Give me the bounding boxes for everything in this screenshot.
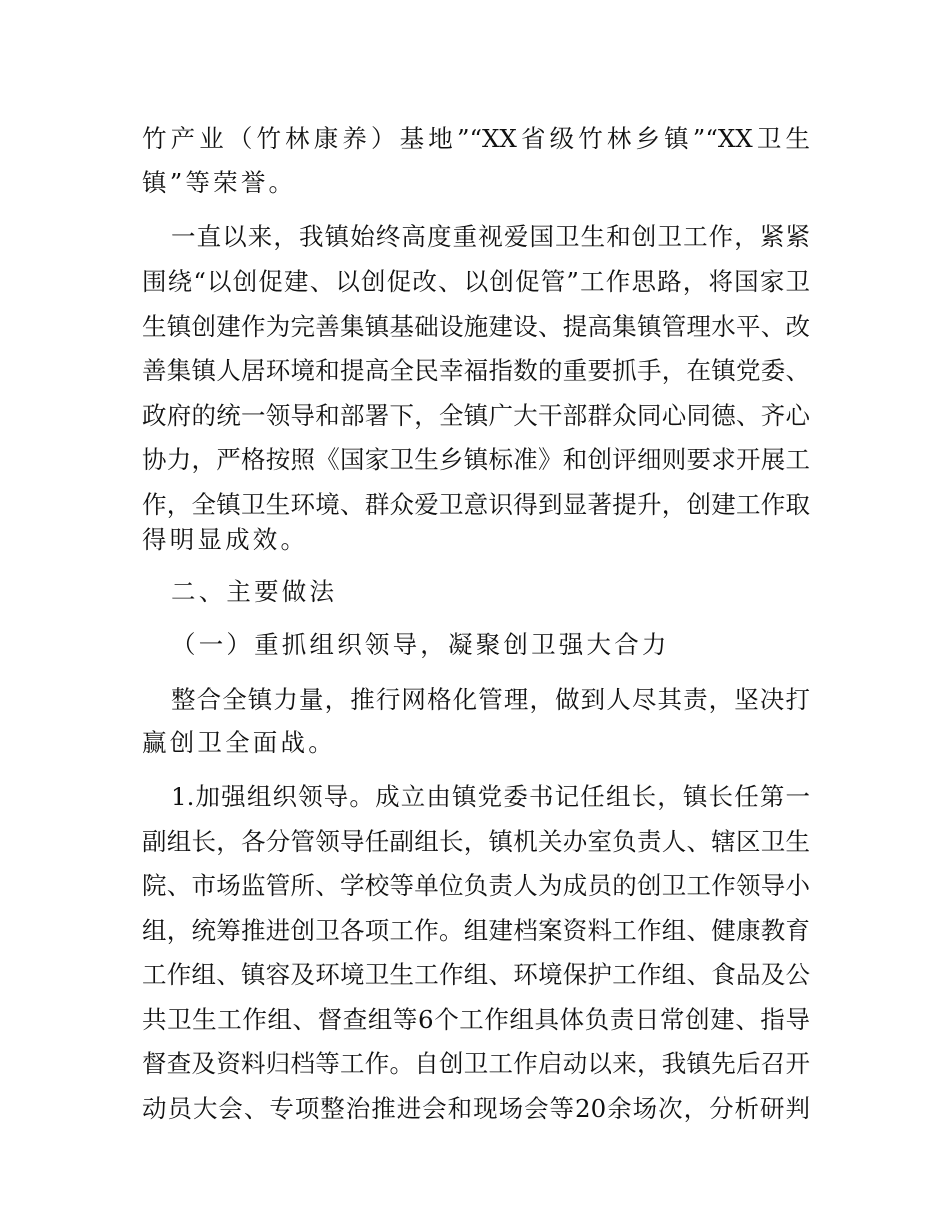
text-line: 作，全镇卫生环境、群众爱卫意识得到显著提升，创建工作取: [142, 490, 810, 519]
text-line: 围绕“以创促建、以创促改、以创促管”工作思路，将国家卫: [142, 267, 810, 296]
text-line: 工作组、镇容及环境卫生工作组、环境保护工作组、食品及公: [142, 960, 810, 989]
text-line: 得明显成效。: [142, 525, 309, 554]
section-heading: 二、主要做法: [171, 577, 338, 606]
text-line: 赢创卫全面战。: [142, 728, 336, 757]
subsection-heading: （一）重抓组织领导，凝聚创卫强大合力: [171, 630, 670, 659]
text-line: 镇”等荣誉。: [142, 168, 297, 197]
paragraph-first-line: 一直以来，我镇始终高度重视爱国卫生和创卫工作，紧紧: [171, 222, 810, 251]
text-line: 竹产业（竹林康养）基地”“XX省级竹林乡镇”“XX卫生: [142, 124, 810, 153]
text-line: 政府的统一领导和部署下，全镇广大干部群众同心同德、齐心: [142, 401, 810, 430]
text-line: 善集镇人居环境和提高全民幸福指数的重要抓手，在镇党委、: [142, 356, 810, 385]
text-line: 院、市场监管所、学校等单位负责人为成员的创卫工作领导小: [142, 871, 810, 900]
text-line: 共卫生工作组、督查组等6个工作组具体负责日常创建、指导: [142, 1005, 810, 1034]
text-line: 动员大会、专项整治推进会和现场会等20余场次，分析研判: [142, 1094, 810, 1123]
text-line: 副组长，各分管领导任副组长，镇机关办室负责人、辖区卫生: [142, 827, 810, 856]
text-line: 生镇创建作为完善集镇基础设施建设、提高集镇管理水平、改: [142, 312, 810, 341]
text-line: 督查及资料归档等工作。自创卫工作启动以来，我镇先后召开: [142, 1049, 810, 1078]
paragraph-first-line: 整合全镇力量，推行网格化管理，做到人尽其责，坚决打: [171, 685, 810, 714]
text-line: 组，统筹推进创卫各项工作。组建档案资料工作组、健康教育: [142, 916, 810, 945]
paragraph-first-line: 1.加强组织领导。成立由镇党委书记任组长，镇长任第一: [171, 782, 810, 811]
text-line: 协力，严格按照《国家卫生乡镇标准》和创评细则要求开展工: [142, 445, 810, 474]
